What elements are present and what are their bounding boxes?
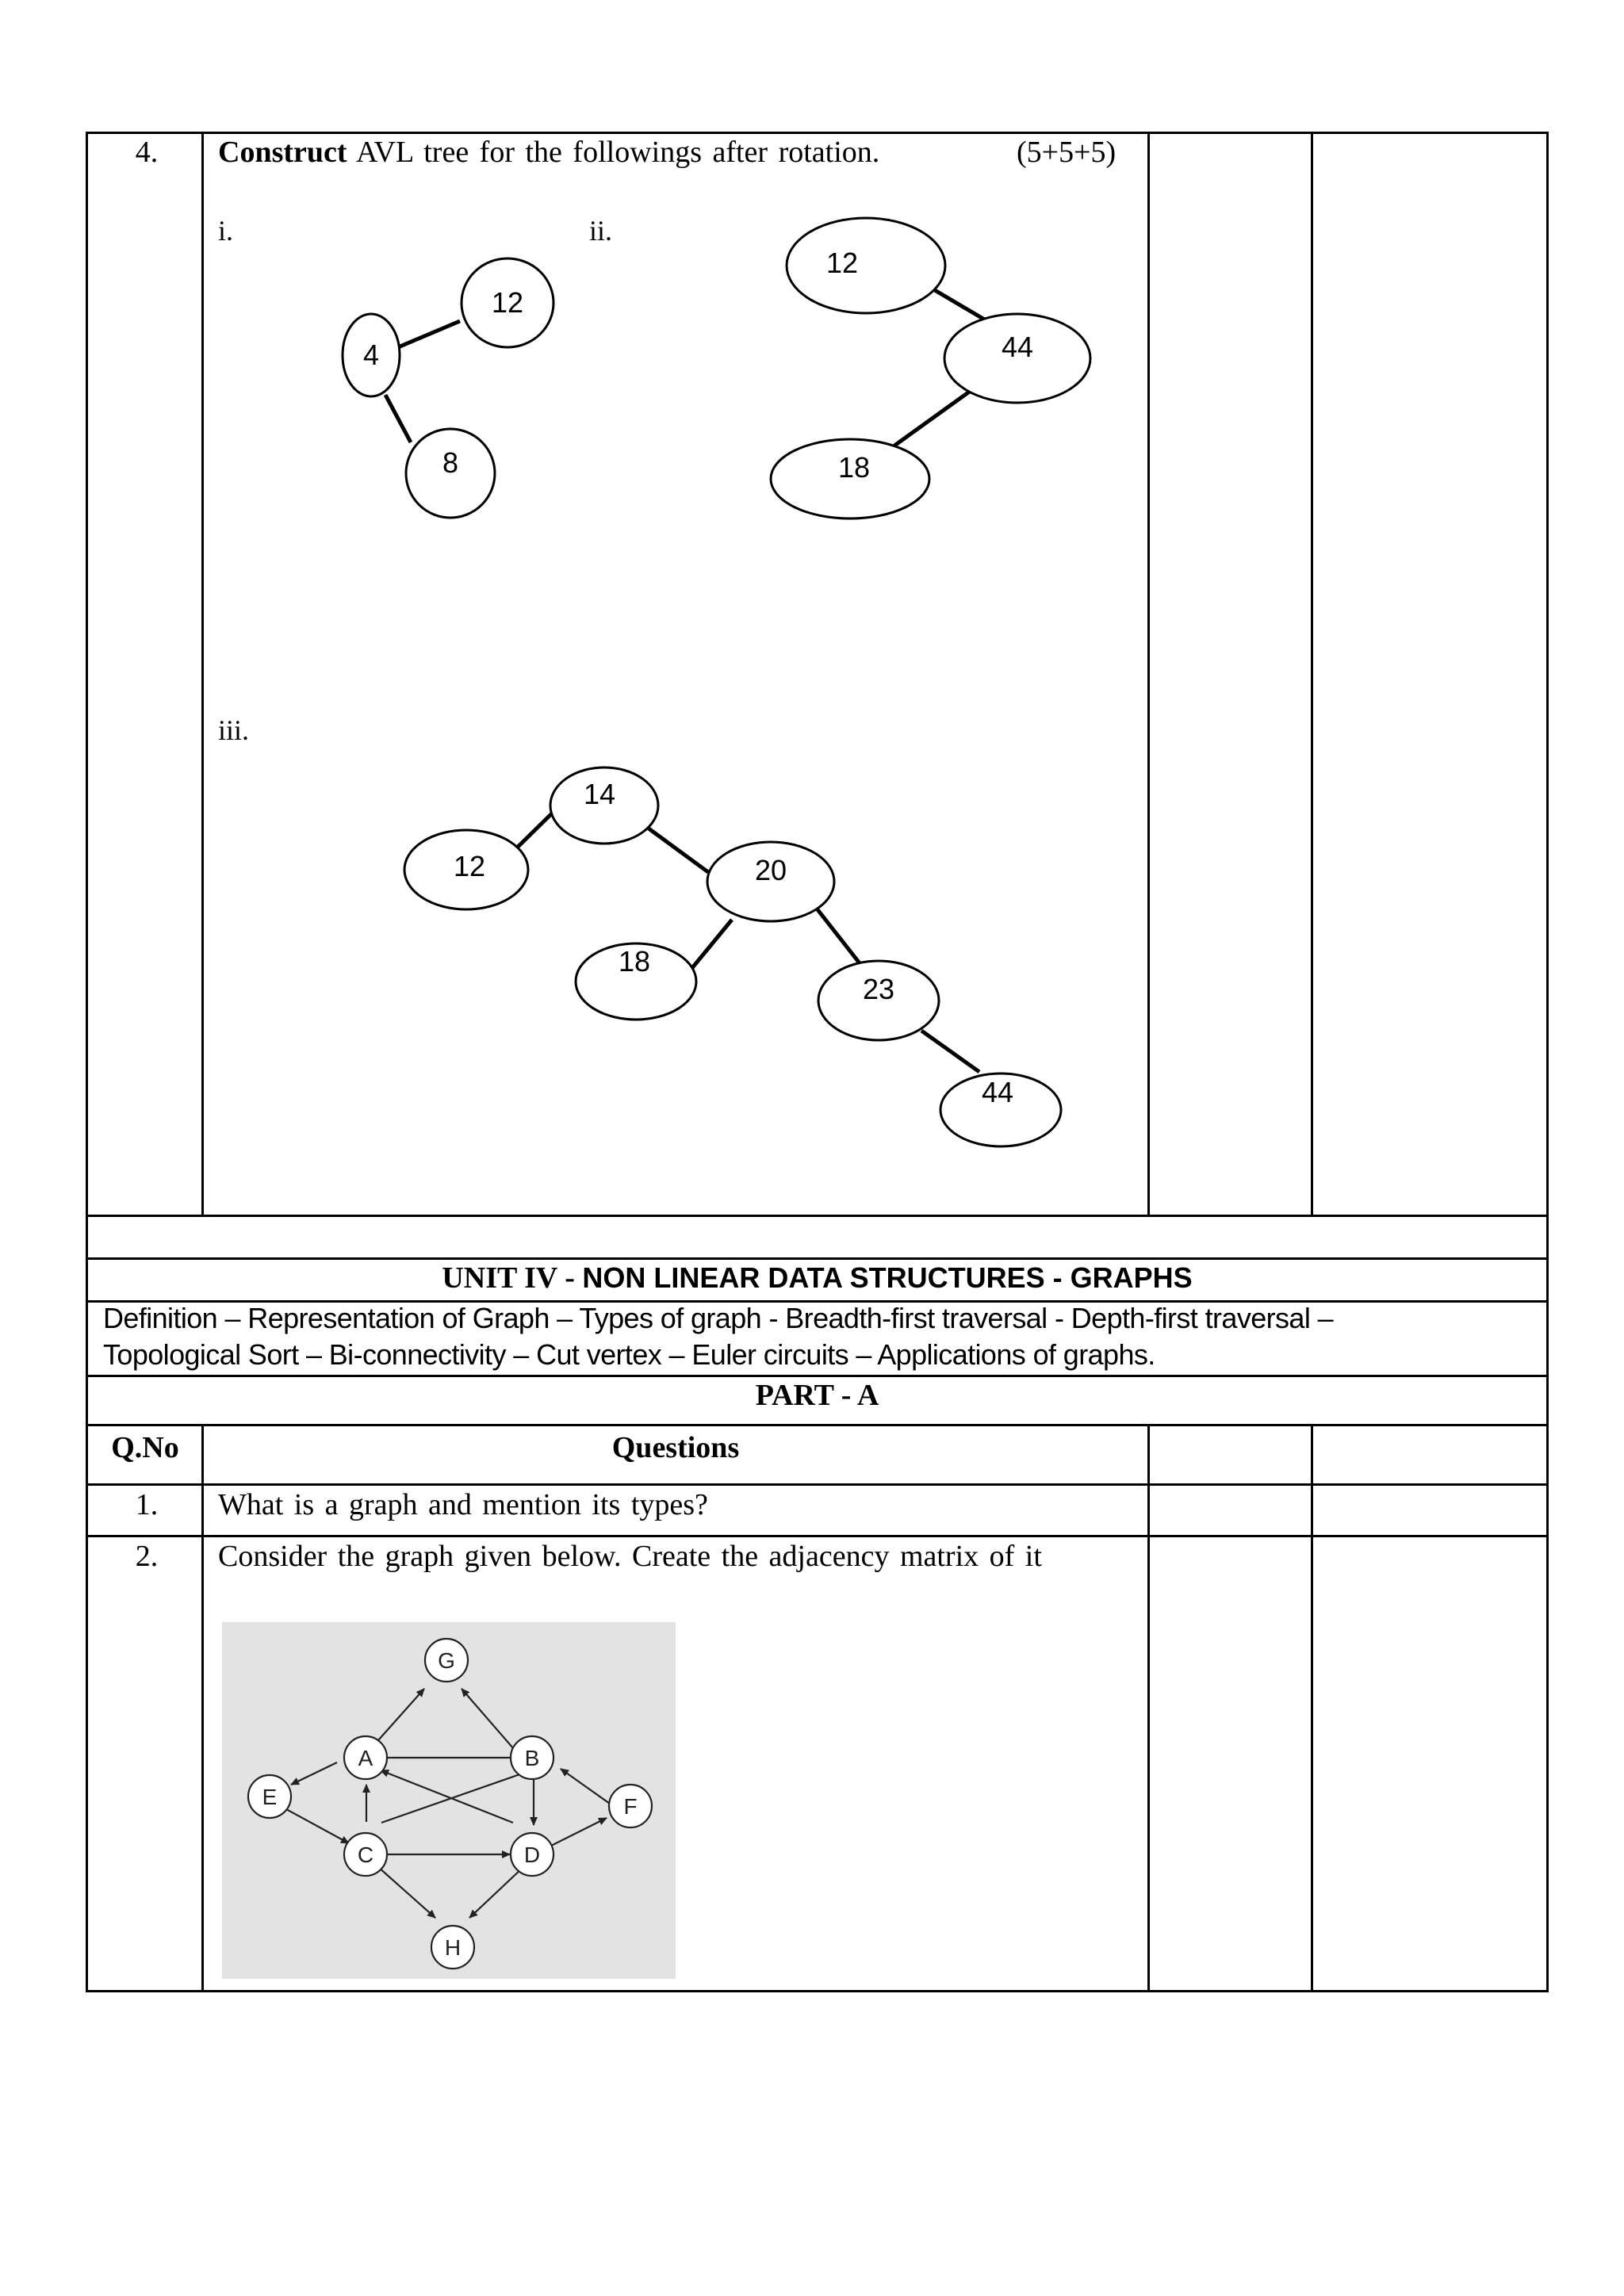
row1-qno: 1. bbox=[135, 1488, 159, 1521]
tree3-label-14: 14 bbox=[583, 778, 616, 810]
tree3-label-20: 20 bbox=[754, 854, 787, 886]
node-label-e: E bbox=[262, 1785, 278, 1809]
unit-syllabus-line-1: Definition – Representation of Graph – Types of graph - Breadth-first traversal - Depth-first traversal – bbox=[103, 1302, 1334, 1334]
tree2-label-12: 12 bbox=[825, 247, 859, 279]
row1-top-border bbox=[86, 1483, 1549, 1486]
tree2-label-18: 18 bbox=[837, 451, 871, 484]
unit-title-top-border bbox=[86, 1257, 1549, 1260]
part-label-iii: iii. bbox=[218, 714, 250, 746]
tree3-edge-14-20 bbox=[649, 828, 708, 872]
tree3-edge-20-23 bbox=[817, 909, 863, 967]
tree3-label-44: 44 bbox=[981, 1076, 1014, 1108]
column-header-qno: Q.No bbox=[111, 1431, 179, 1464]
tree2-edge-44-18 bbox=[894, 385, 979, 446]
question-number: 4. bbox=[135, 136, 159, 169]
node-label-c: C bbox=[357, 1843, 374, 1867]
row1-question: What is a graph and mention its types? bbox=[218, 1488, 708, 1521]
node-label-h: H bbox=[444, 1935, 462, 1960]
tree2-label-44: 44 bbox=[1001, 331, 1034, 363]
unit-syllabus-line-2: Topological Sort – Bi-connectivity – Cut vertex – Euler circuits – Applications of graphs. bbox=[103, 1338, 1155, 1371]
unit-title-prefix: UNIT IV - bbox=[442, 1261, 575, 1295]
column-header-questions: Questions bbox=[611, 1431, 740, 1464]
question-marks: (5+5+5) bbox=[1017, 136, 1116, 169]
part-top-border bbox=[86, 1375, 1549, 1377]
node-label-b: B bbox=[524, 1746, 540, 1770]
question-keyword: Construct bbox=[218, 136, 347, 169]
row2-question: Consider the graph given below. Create the adjacency matrix of it bbox=[218, 1540, 1042, 1573]
tree3-label-18: 18 bbox=[618, 945, 651, 978]
table2-right-border bbox=[1546, 1215, 1549, 1992]
header-top-border bbox=[86, 1424, 1549, 1426]
table2-left-border bbox=[86, 1215, 88, 1992]
unit-title bbox=[88, 1261, 1546, 1295]
part-heading: PART - A bbox=[755, 1379, 879, 1412]
table2-col-divider-2 bbox=[1147, 1424, 1150, 1992]
row2-top-border bbox=[86, 1535, 1549, 1537]
tree1-edge-4-8 bbox=[385, 395, 411, 442]
node-label-d: D bbox=[523, 1843, 541, 1867]
tree2-node-12 bbox=[787, 218, 945, 313]
table2-top-border bbox=[86, 1215, 1549, 1217]
table2-col-divider-3 bbox=[1311, 1424, 1313, 1992]
tree1-label-4: 4 bbox=[362, 339, 380, 371]
tree2-edge-12-44 bbox=[929, 287, 991, 323]
directed-graph-figure bbox=[222, 1622, 676, 1979]
tree1-label-8: 8 bbox=[442, 446, 459, 479]
question-body: AVL tree for the followings after rotation. bbox=[355, 136, 880, 169]
tree3-label-12: 12 bbox=[453, 850, 486, 882]
row2-qno: 2. bbox=[135, 1540, 159, 1573]
tree3-label-23: 23 bbox=[862, 973, 895, 1005]
part-label-ii: ii. bbox=[589, 215, 613, 247]
node-label-a: A bbox=[358, 1746, 373, 1770]
unit-title-main: NON LINEAR DATA STRUCTURES - GRAPHS bbox=[582, 1261, 1193, 1294]
part-label-i: i. bbox=[218, 215, 234, 247]
tree3-edge-20-18 bbox=[691, 920, 732, 969]
tree1-edge-4-12 bbox=[398, 321, 460, 347]
tree3-edge-23-44 bbox=[921, 1031, 979, 1072]
table2-bottom-border bbox=[86, 1990, 1549, 1992]
node-label-f: F bbox=[623, 1794, 638, 1819]
node-label-g: G bbox=[438, 1648, 455, 1673]
tree1-label-12: 12 bbox=[491, 286, 524, 319]
